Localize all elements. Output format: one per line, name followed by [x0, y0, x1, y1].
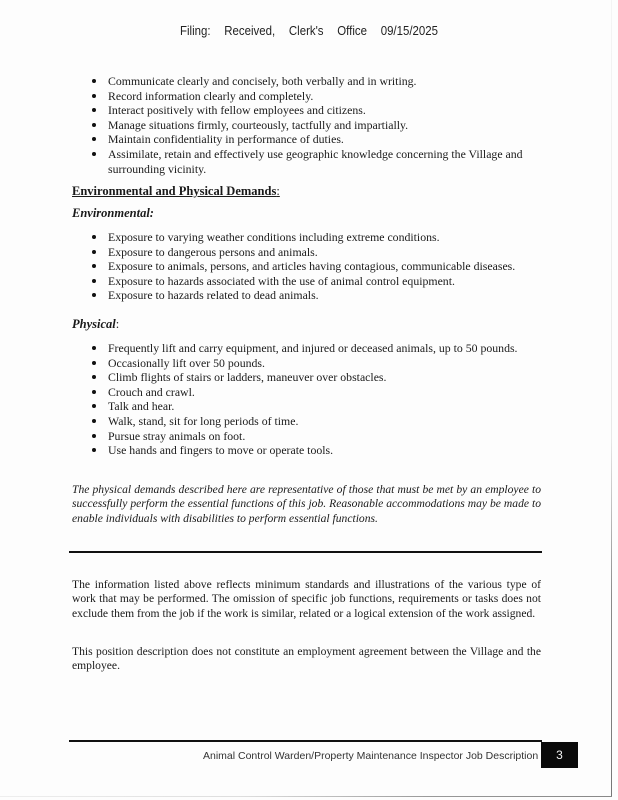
list-item: Occasionally lift over 50 pounds.: [108, 356, 544, 371]
list-item: Pursue stray animals on foot.: [108, 429, 544, 444]
list-item: Communicate clearly and concisely, both verbally and in writing.: [108, 74, 544, 89]
environmental-list: [108, 230, 544, 303]
list-item: Climb flights of stairs or ladders, maneuver over obstacles.: [108, 370, 544, 385]
filing-stamp: [37, 23, 581, 38]
list-item: Exposure to dangerous persons and animals.: [108, 245, 544, 260]
list-item: Interact positively with fellow employees and citizens.: [108, 103, 544, 118]
list-item: Exposure to animals, persons, and articles having contagious, communicable diseases.: [108, 259, 544, 274]
footer-document-title: Animal Control Warden/Property Maintenance Inspector Job Description: [203, 750, 539, 762]
list-item: Maintain confidentiality in performance of duties.: [108, 132, 544, 147]
section-heading-text: Environmental and Physical Demands: [72, 184, 277, 198]
list-item: Record information clearly and completely.: [108, 89, 544, 104]
section-heading-demands: [72, 184, 280, 199]
skills-list: [108, 74, 544, 176]
footer-divider-line: [69, 740, 542, 742]
list-item: Exposure to varying weather conditions including extreme conditions.: [108, 230, 544, 245]
physical-demands-note: The physical demands described here are representative of those that must be met by an employee to successfully perform the essential functions of this job. Reasonable accommodations may be made to enable individuals with disabilities to perform essential functions.: [72, 482, 541, 525]
disclaimer-position: This position description does not constitute an employment agreement between the Village and the employee.: [72, 644, 541, 673]
filing-stamp-label: Filing:: [180, 23, 211, 38]
physical-list: [108, 341, 544, 458]
list-item: Assimilate, retain and effectively use geographic knowledge concerning the Village and surrounding vicinity.: [108, 147, 544, 176]
list-item: Frequently lift and carry equipment, and injured or deceased animals, up to 50 pounds.: [108, 341, 544, 356]
subheading-environmental: Environmental:: [72, 206, 154, 220]
disclaimer-information: The information listed above reflects minimum standards and illustrations of the various type of work that may be performed. The omission of specific job functions, requirements or tasks does not exclude them from the job if the work is similar, related or a logical extension of the work assigned.: [72, 577, 541, 620]
section-heading-colon: :: [276, 184, 280, 198]
filing-stamp-date: 09/15/2025: [380, 23, 438, 38]
filing-stamp-office-2: Office: [337, 23, 367, 38]
page-number: 3: [541, 742, 578, 768]
subheading-physical-text: Physical: [72, 317, 116, 331]
subheading-physical-colon: :: [115, 317, 120, 331]
filing-stamp-status: Received,: [224, 23, 276, 38]
list-item: Talk and hear.: [108, 399, 544, 414]
page-edge-bottom: [0, 796, 612, 797]
list-item: Walk, stand, sit for long periods of time.: [108, 414, 544, 429]
divider-line: [69, 551, 542, 553]
list-item: Exposure to hazards associated with the use of animal control equipment.: [108, 274, 544, 289]
subheading-physical: [72, 317, 119, 332]
list-item: Manage situations firmly, courteously, tactfully and impartially.: [108, 118, 544, 133]
page-edge-right: [611, 0, 612, 797]
list-item: Use hands and fingers to move or operate tools.: [108, 443, 544, 458]
list-item: Exposure to hazards related to dead animals.: [108, 288, 544, 303]
filing-stamp-office-1: Clerk's: [288, 23, 324, 38]
list-item: Crouch and crawl.: [108, 385, 544, 400]
